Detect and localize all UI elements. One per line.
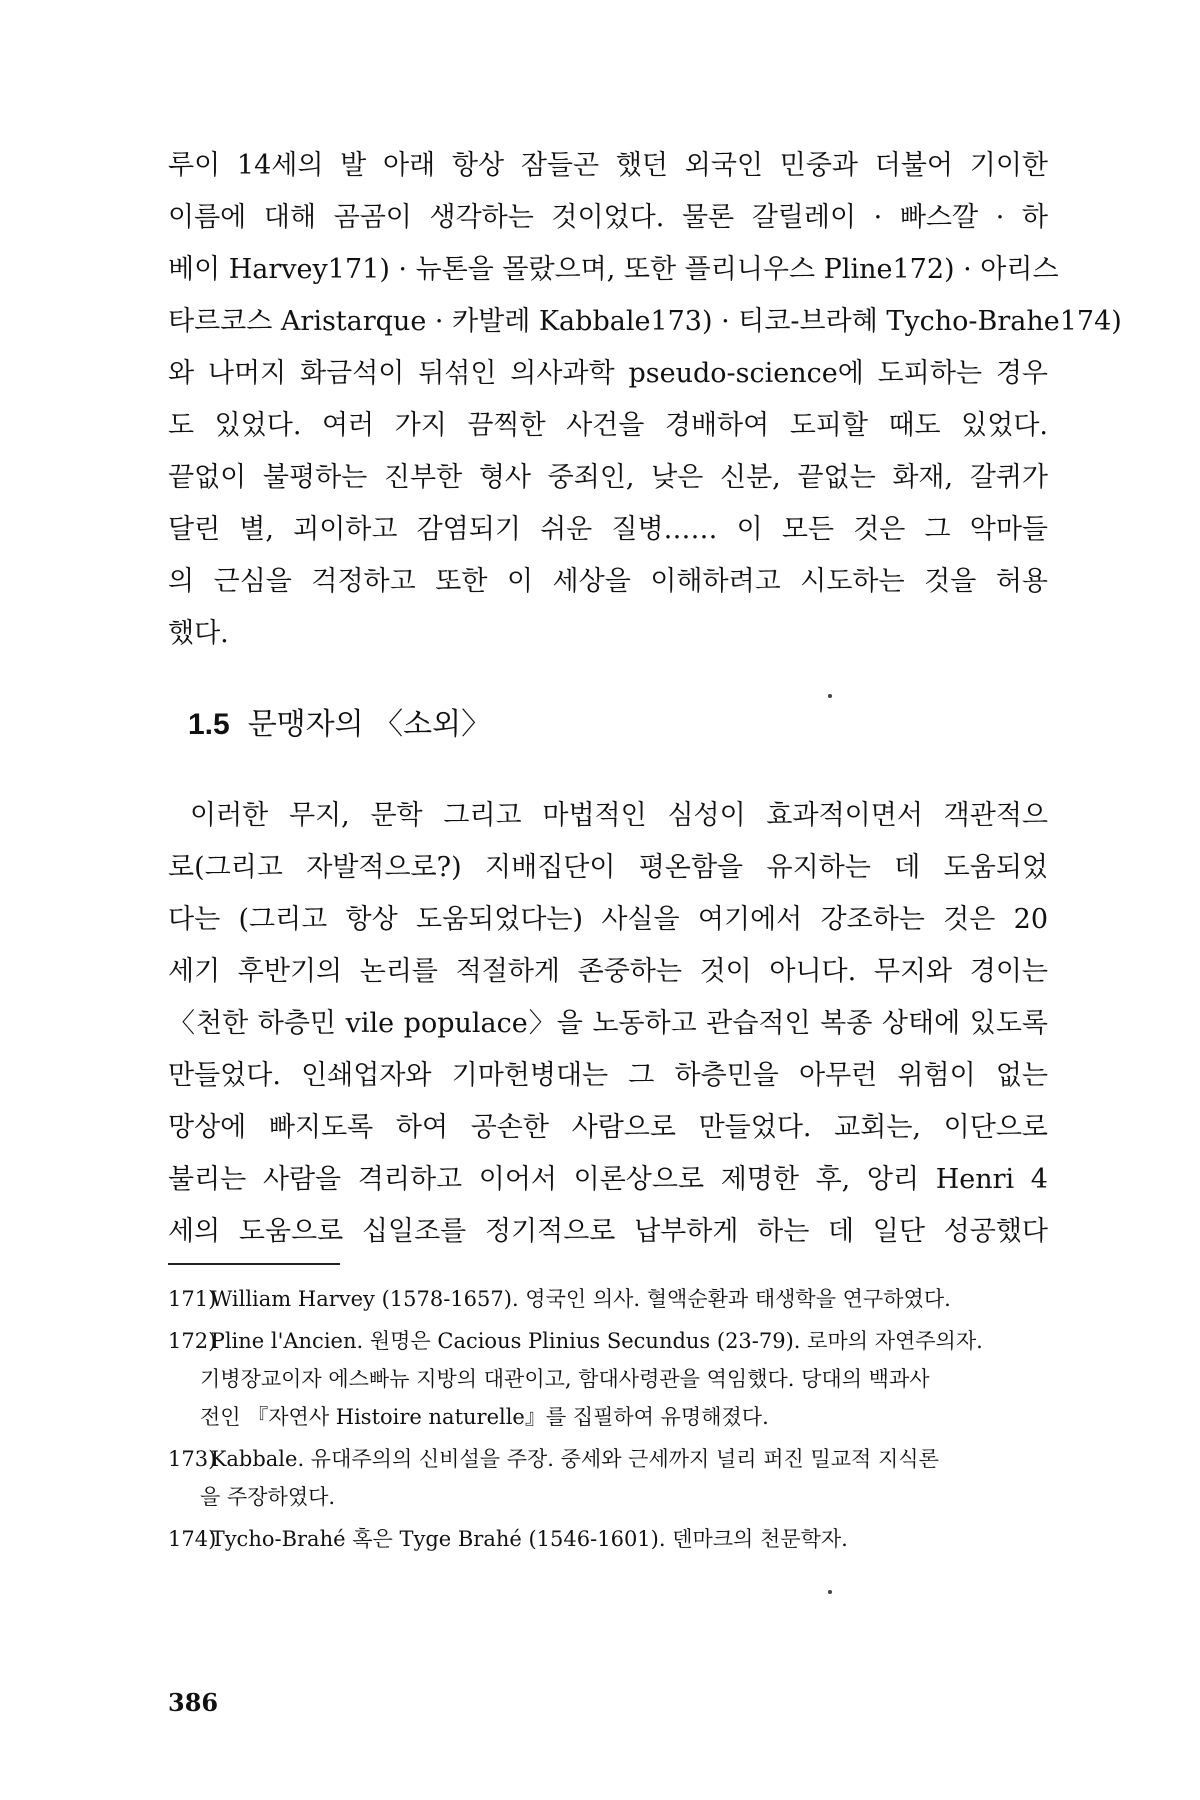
footnote-172-continued: 기병장교이자 에스빠뉴 지방의 대관이고, 함대사령관을 역임했다. 당대의 백과사 [200,1367,930,1391]
paragraph-2-line: 불리는 사람을 격리하고 이어서 이론상으로 제명한 후, 앙리 Henri 4 [168,1164,1048,1195]
footnote-172-continued: 전인 『자연사 Histoire naturelle』를 집필하여 유명해졌다. [200,1405,769,1429]
paragraph-1-line: 했다. [168,618,229,649]
footnote-text: Tycho-Brahé 혹은 Tyge Brahé (1546-1601). 덴마크의 천문학자. [210,1527,848,1551]
scan-speck [828,694,832,698]
footnote-174 [168,1520,1048,1558]
paragraph-1-line: 달린 별, 괴이하고 감염되기 쉬운 질병…… 이 모든 것은 그 악마들 [168,514,1048,545]
paragraph-1-line: 타르코스 Aristarque · 카발레 Kabbale173) · 티코-브라혜 Tycho-Brahe174) [168,306,1122,337]
section-title: 문맹자의 〈소외〉 [247,707,492,742]
footnote-text: Kabbale. 유대주의의 신비설을 주장. 중세와 근세까지 널리 퍼진 밀교적 지식론 [210,1447,939,1471]
paragraph-1-line: 도 있었다. 여러 가지 끔찍한 사건을 경배하여 도피할 때도 있었다. [168,410,1048,441]
paragraph-2-line: 이러한 무지, 문학 그리고 마법적인 심성이 효과적이면서 객관적으 [190,800,1048,831]
page-number: 386 [168,1688,219,1717]
paragraph-1-line: 끝없이 불평하는 진부한 형사 중죄인, 낮은 신분, 끝없는 화재, 갈퀴가 [168,462,1048,493]
footnote-172 [168,1322,1048,1360]
paragraph-1-line: 의 근심을 걱정하고 또한 이 세상을 이해하려고 시도하는 것을 허용 [168,566,1048,597]
section-number: 1.5 [188,708,230,741]
footnote-number: 171) [168,1287,217,1311]
footnote-171 [168,1280,1048,1318]
paragraph-1-line: 베이 Harvey171) · 뉴톤을 몰랐으며, 또한 플리니우스 Pline172) · 아리스 [168,254,1059,285]
paragraph-2-line: 만들었다. 인쇄업자와 기마헌병대는 그 하층민을 아무런 위험이 없는 [168,1060,1048,1091]
footnote-173-continued: 을 주장하였다. [200,1485,336,1509]
section-heading [188,700,491,750]
paragraph-2-line: 망상에 빠지도록 하여 공손한 사람으로 만들었다. 교회는, 이단으로 [168,1112,1048,1143]
scan-speck [828,1590,832,1594]
footnote-text: William Harvey (1578-1657). 영국인 의사. 혈액순환과 태생학을 연구하였다. [210,1287,951,1311]
footnote-number: 173) [168,1447,217,1471]
footnote-text: Pline l'Ancien. 원명은 Cacious Plinius Secundus (23-79). 로마의 자연주의자. [210,1329,983,1353]
paragraph-2-line: 다는 (그리고 항상 도움되었다는) 사실을 여기에서 강조하는 것은 20 [168,904,1048,935]
paragraph-1-line: 루이 14세의 발 아래 항상 잠들곤 했던 외국인 민중과 더불어 기이한 [168,150,1048,181]
paragraph-2-line: 세의 도움으로 십일조를 정기적으로 납부하게 하는 데 일단 성공했다 [168,1216,1048,1247]
paragraph-1-line: 이름에 대해 곰곰이 생각하는 것이었다. 물론 갈릴레이 · 빠스깔 · 하 [168,202,1048,233]
paragraph-2-line: 세기 후반기의 논리를 적절하게 존중하는 것이 아니다. 무지와 경이는 [168,956,1048,987]
paragraph-2-line: 로(그리고 자발적으로?) 지배집단이 평온함을 유지하는 데 도움되었 [168,852,1048,883]
paragraph-2-line: 〈천한 하층민 vile populace〉을 노동하고 관습적인 복종 상태에 있도록 [168,1008,1048,1039]
footnote-number: 174) [168,1527,217,1551]
paragraph-1-line: 와 나머지 화금석이 뒤섞인 의사과학 pseudo-science에 도피하는 경우 [168,358,1048,389]
footnote-173 [168,1440,1048,1478]
footnote-number: 172) [168,1329,217,1353]
footnote-separator [168,1263,340,1265]
